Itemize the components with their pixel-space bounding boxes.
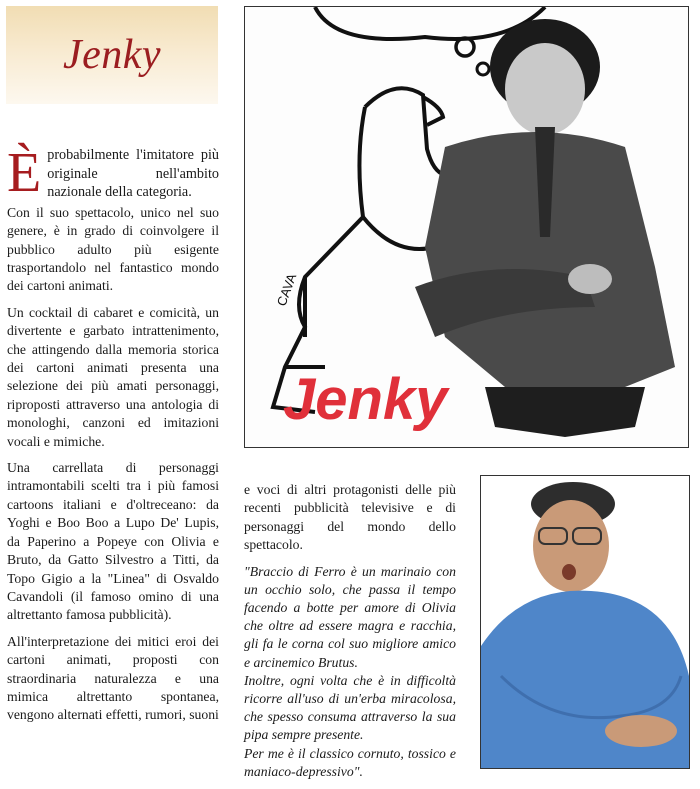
portrait-mouth — [562, 564, 576, 580]
quote-line: Inoltre, ogni volta che è in difficoltà ricorre all'uso di un'erba miracolosa, che spesso consuma attraverso la sua pipa sempre presente. — [244, 672, 456, 743]
title-banner — [6, 6, 218, 104]
quote-line: Per me è il classico cornuto, tossico e maniaco-depressivo". — [244, 745, 456, 779]
left-column — [7, 142, 219, 733]
body-paragraph: Un cocktail di cabaret e comicità, un divertente e garbato intrattenimento, che attingendo dalla memoria storica dei cartoni animati presenta una selezione dei più amati personaggi, riproposti attraverso una antologia di monologhi, canzoni ed imitazioni vocali e mimiche. — [7, 304, 219, 449]
portrait-photo — [480, 475, 690, 769]
main-photo — [244, 6, 689, 448]
body-paragraph: All'interpretazione dei mitici eroi dei cartoni animati, proposti con straordinaria naturalezza e una mimica altrettanto spontanea, vengono alternati effetti, rumori, suoni — [7, 633, 219, 723]
body-paragraph: Con il suo spettacolo, unico nel suo genere, è in grado di coinvolgere il pubblico adulto più esigente trasportandolo nel fantastico mondo dei cartoni animati. — [7, 204, 219, 294]
quote-line: "Braccio di Ferro è un marinaio con un occhio solo, che passa il tempo facendo a botte per amore di Olivia che oltre ad essere magra e racchia, gli fa le corna col suo migliore amico e arcinemico Brutus. — [244, 563, 456, 670]
intro-paragraph — [7, 142, 219, 204]
performer-shoes — [485, 387, 645, 437]
performer-figure — [415, 19, 675, 437]
artist-signature: CAVA — [273, 271, 300, 309]
page-title: Jenky — [62, 32, 162, 78]
body-paragraph: e voci di altri protagonisti delle più recenti pubblicità televisive e di personaggi del mondo dello spettacolo. — [244, 482, 456, 553]
performer-hands — [568, 264, 612, 294]
portrait-hand — [605, 715, 677, 747]
body-paragraph: Una carrellata di personaggi intramontabili scelti tra i più famosi cartoons italiani e d'oltreceano: da Yoghi e Boo Boo a Lupo De' Lupis, da Paperino a Popeye con Olivia e Bruto, da Gatto Silvestro a Titti, da Topo Gigio a la "Linea" di Osvaldo Cavandoli (il famoso omino di una altrettanto famosa pubblicità). — [7, 460, 219, 623]
thought-bubble — [477, 63, 489, 75]
jenky-logo: Jenky — [283, 367, 448, 432]
cartoon-and-performer-illustration — [245, 7, 688, 447]
intro-text: probabilmente l'imitatore più originale nell'ambito nazionale della categoria. — [47, 147, 219, 201]
quote-block — [244, 563, 456, 781]
performer-face — [505, 43, 585, 135]
performer-portrait — [481, 476, 689, 768]
drop-cap: È — [7, 142, 42, 204]
middle-column — [244, 481, 456, 789]
